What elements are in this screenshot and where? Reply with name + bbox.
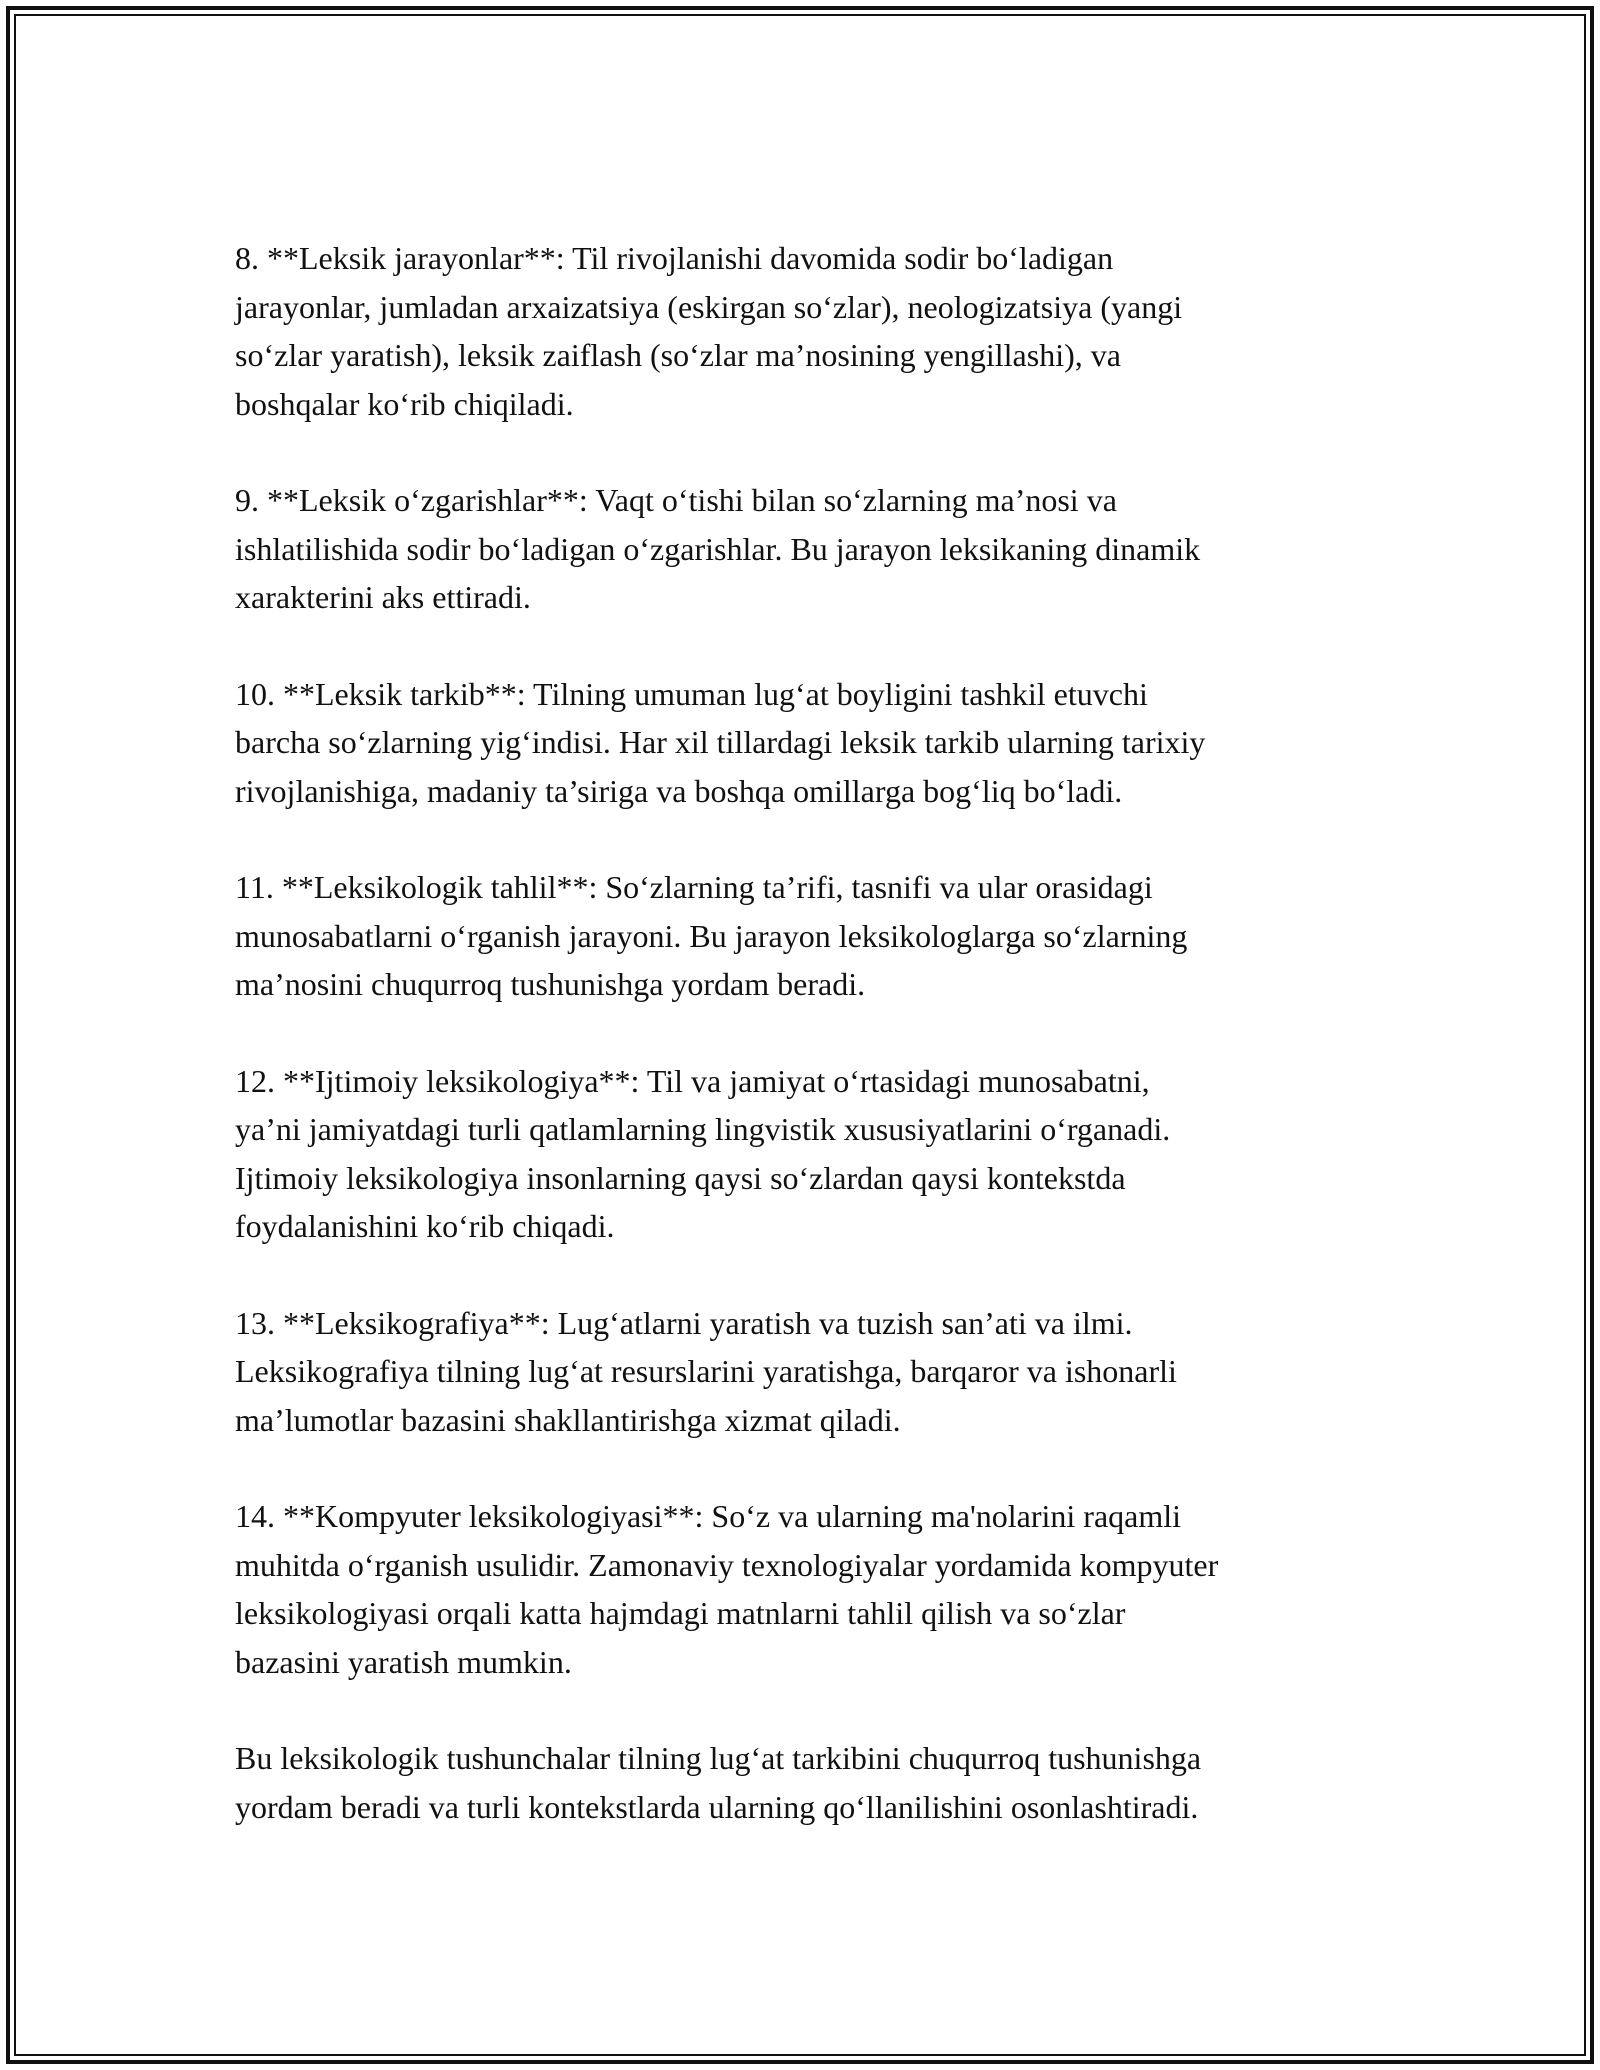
paragraph-13-leksikografiya: 13. **Leksikografiya**: Lug‘atlarni yaratish va tuzish san’ati va ilmi. Leksikografiya tilning lug‘at resurslarini yaratishga, barqaror va ishonarli ma’lumotlar bazasini shakllantirishga xizmat qiladi. [235, 1304, 1177, 1438]
paragraph-8-leksik-jarayonlar: 8. **Leksik jarayonlar**: Til rivojlanishi davomida sodir bo‘ladigan jarayonlar, jumladan arxaizatsiya (eskirgan so‘zlar), neologizatsiya (yangi so‘zlar yaratish), leksik zaiflash (so‘zlar ma’nosining yengillashi), va boshqalar ko‘rib chiqiladi. [235, 240, 1183, 422]
paragraph-14-kompyuter-leksikologiyasi: 14. **Kompyuter leksikologiyasi**: So‘z va ularning ma'nolarini raqamli muhitda o‘rganish usulidir. Zamonaviy texnologiyalar yordamida kompyuter leksikologiyasi orqali katta hajmdagi matnlarni tahlil qilish va so‘zlar bazasini yaratish mumkin. [235, 1498, 1219, 1680]
paragraph-11-leksikologik-tahlil: 11. **Leksikologik tahlil**: So‘zlarning ta’rifi, tasnifi va ular orasidagi munosabatlarni o‘rganish jarayoni. Bu jarayon leksikologlarga so‘zlarning ma’nosini chuqurroq tushunishga yordam beradi. [235, 869, 1188, 1002]
paragraph-9-leksik-ozgarishlar: 9. **Leksik o‘zgarishlar**: Vaqt o‘tishi bilan so‘zlarning ma’nosi va ishlatilishida sodir bo‘ladigan o‘zgarishlar. Bu jarayon leksikaning dinamik xarakterini aks ettiradi. [235, 482, 1201, 615]
paragraph-conclusion: Bu leksikologik tushunchalar tilning lug‘at tarkibini chuqurroq tushunishga yordam beradi va turli kontekstlarda ularning qo‘llanilishini osonlashtiradi. [235, 1740, 1202, 1825]
paragraph-10-leksik-tarkib: 10. **Leksik tarkib**: Tilning umuman lug‘at boyligini tashkil etuvchi barcha so‘zlarning yig‘indisi. Har xil tillardagi leksik tarkib ularning tarixiy rivojlanishiga, madaniy ta’siriga va boshqa omillarga bog‘liq bo‘ladi. [235, 675, 1206, 809]
paragraph-12-ijtimoiy-leksikologiya: 12. **Ijtimoiy leksikologiya**: Til va jamiyat o‘rtasidagi munosabatni, ya’ni jamiyatdagi turli qatlamlarning lingvistik xususiyatlarini o‘rganadi. Ijtimoiy leksikologiya insonlarning qaysi so‘zlardan qaysi kontekstda foydalanishini ko‘rib chiqadi. [235, 1062, 1171, 1244]
document-body [235, 234, 1395, 1879]
